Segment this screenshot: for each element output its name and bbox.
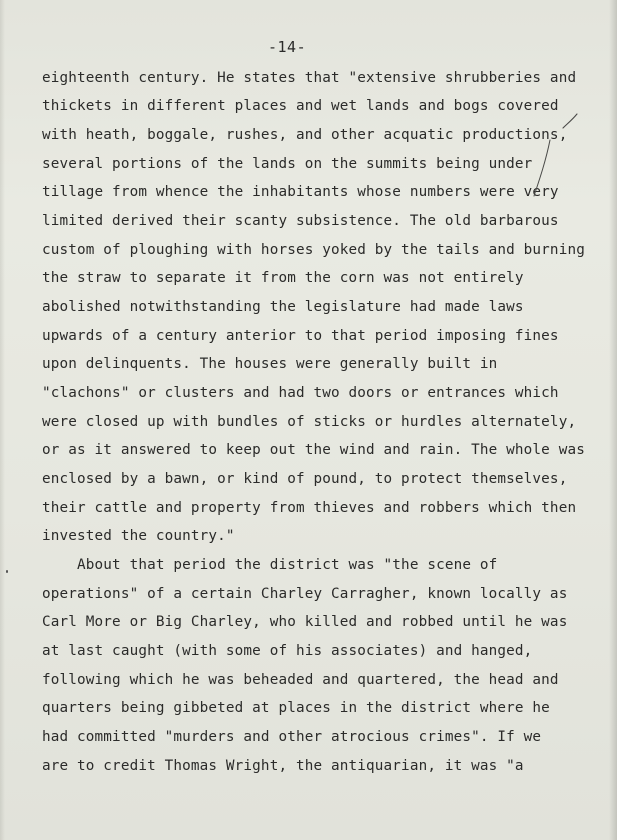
page-number: -14- bbox=[268, 38, 307, 56]
text-line: the straw to separate it from the corn was not entirely bbox=[42, 270, 524, 286]
text-line: Carl More or Big Charley, who killed and robbed until he was bbox=[42, 614, 568, 630]
paragraph-start-line: About that period the district was "the scene of bbox=[42, 557, 498, 573]
text-line: upwards of a century anterior to that period imposing fines bbox=[42, 328, 559, 344]
text-line: several portions of the lands on the summits being under bbox=[42, 156, 533, 172]
text-line: "clachons" or clusters and had two doors or entrances which bbox=[42, 385, 559, 401]
text-line: tillage from whence the inhabitants whose numbers were very bbox=[42, 184, 559, 200]
text-line: with heath, boggale, rushes, and other acquatic productions, bbox=[42, 127, 568, 143]
text-line: eighteenth century. He states that "extensive shrubberies and bbox=[42, 70, 577, 86]
page-left-edge-shadow bbox=[0, 0, 5, 840]
text-line: following which he was beheaded and quartered, the head and bbox=[42, 672, 559, 688]
text-line: or as it answered to keep out the wind and rain. The whole was bbox=[42, 442, 585, 458]
page-right-edge-shadow bbox=[609, 0, 617, 840]
text-line: their cattle and property from thieves and robbers which then bbox=[42, 500, 577, 516]
text-line: abolished notwithstanding the legislature had made laws bbox=[42, 299, 524, 315]
text-line: limited derived their scanty subsistence. The old barbarous bbox=[42, 213, 559, 229]
text-line: were closed up with bundles of sticks or hurdles alternately, bbox=[42, 414, 577, 430]
text-line: operations" of a certain Charley Carragher, known locally as bbox=[42, 586, 568, 602]
text-line: at last caught (with some of his associates) and hanged, bbox=[42, 643, 533, 659]
text-line: thickets in different places and wet lands and bogs covered bbox=[42, 98, 559, 114]
text-line: upon delinquents. The houses were generally built in bbox=[42, 356, 498, 372]
text-line: quarters being gibbeted at places in the district where he bbox=[42, 700, 550, 716]
text-line: enclosed by a bawn, or kind of pound, to protect themselves, bbox=[42, 471, 568, 487]
text-line: custom of ploughing with horses yoked by the tails and burning bbox=[42, 242, 585, 258]
paper-speck bbox=[6, 570, 8, 573]
text-line: invested the country." bbox=[42, 528, 235, 544]
text-line: are to credit Thomas Wright, the antiquarian, it was "a bbox=[42, 758, 524, 774]
text-line: had committed "murders and other atrocious crimes". If we bbox=[42, 729, 542, 745]
